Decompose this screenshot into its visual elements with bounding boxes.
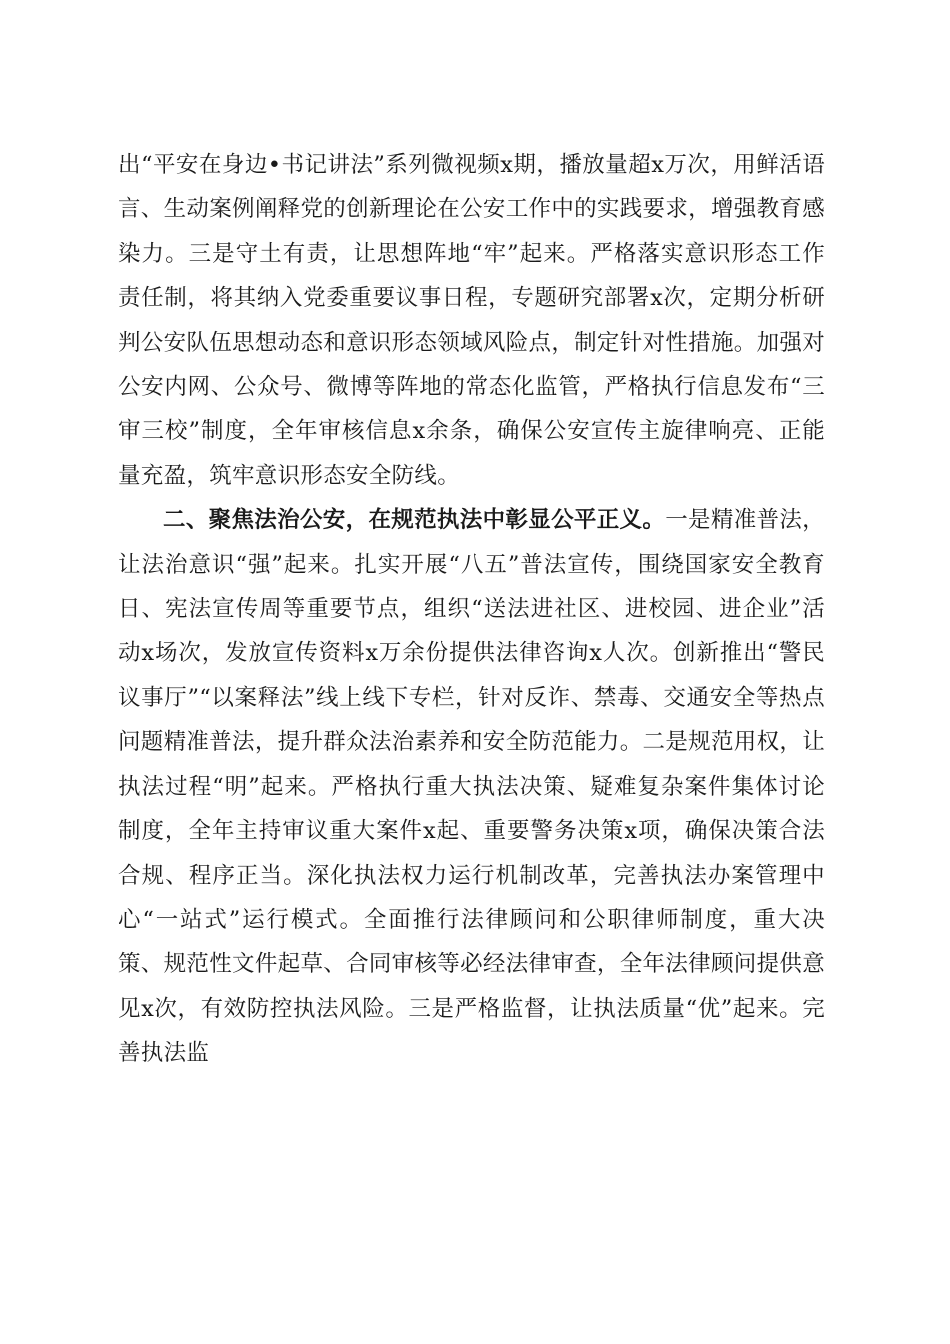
paragraph-continued-text: 出“平安在身边•书记讲法”系列微视频x期，播放量超x万次，用鲜活语言、生动案例阐释党的创新理论在公安工作中的实践要求，增强教育感染力。三是守土有责，让思想阵地“牢”起来。严格落实意识形态工作责任制，将其纳入党委重要议事日程，专题研究部署x次，定期分析研判公安队伍思想动态和意识形态领域风险点，制定针对性措施。加强对公安内网、公众号、微博等阵地的常态化监管，严格执行信息发布“三审三校”制度，全年审核信息x余条，确保公安宣传主旋律响亮、正能量充盈，筑牢意识形态安全防线。 — [118, 152, 825, 489]
document-body — [118, 143, 825, 1076]
section-heading: 二、聚焦法治公安，在规范执法中彰显公平正义。 — [163, 507, 666, 534]
paragraph-section-two — [118, 498, 825, 1075]
paragraph-continued — [118, 143, 825, 498]
section-body-text: 一是精准普法，让法治意识“强”起来。扎实开展“八五”普法宣传，围绕国家安全教育日、宪法宣传周等重要节点，组织“送法进社区、进校园、进企业”活动x场次，发放宣传资料x万余份提供法律咨询x人次。创新推出“警民议事厅”“以案释法”线上线下专栏，针对反诈、禁毒、交通安全等热点问题精准普法，提升群众法治素养和安全防范能力。二是规范用权，让执法过程“明”起来。严格执行重大执法决策、疑难复杂案件集体讨论制度，全年主持审议重大案件x起、重要警务决策x项，确保决策合法合规、程序正当。深化执法权力运行机制改革，完善执法办案管理中心“一站式”运行模式。全面推行法律顾问和公职律师制度，重大决策、规范性文件起草、合同审核等必经法律审查，全年法律顾问提供意见x次，有效防控执法风险。三是严格监督，让执法质量“优”起来。完善执法监 — [118, 507, 825, 1067]
